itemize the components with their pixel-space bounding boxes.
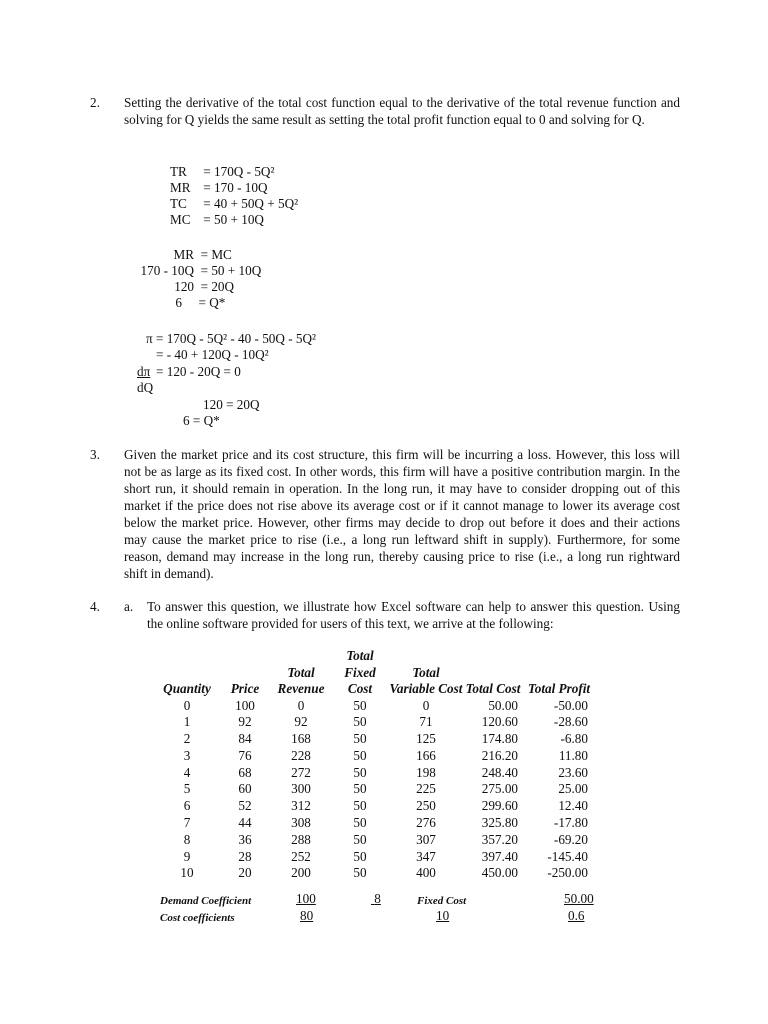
cell-total-fixed-cost: 50 (353, 865, 367, 881)
table-row (154, 698, 596, 715)
table-row (154, 765, 596, 782)
cell-total-profit: 23.60 (558, 764, 588, 780)
cell-total-variable-cost: 250 (416, 798, 436, 814)
def-line: TR = 170Q - 5Q² (170, 164, 275, 179)
cell-total-profit: -6.80 (560, 731, 588, 747)
cell-total-profit: -250.00 (547, 865, 588, 881)
cell-total-cost: 325.80 (481, 815, 518, 831)
cell-total-revenue: 308 (291, 815, 311, 831)
cell-quantity: 6 (183, 798, 191, 814)
cell-total-revenue: 300 (291, 781, 311, 797)
cell-total-variable-cost: 225 (416, 781, 436, 797)
cell-total-fixed-cost: 50 (353, 731, 367, 747)
cell-total-cost: 275.00 (481, 781, 518, 797)
def-line: MR = 170 - 10Q (170, 180, 268, 195)
cell-quantity: 0 (183, 697, 191, 713)
cell-total-cost: 397.40 (481, 848, 518, 864)
header-quantity: Quantity (163, 681, 211, 696)
cell-quantity: 4 (183, 764, 191, 780)
cell-price: 84 (238, 731, 252, 747)
fixed-cost-value: 50.00 (564, 891, 594, 906)
profit-line-5: 6 = Q* (183, 413, 220, 428)
cell-total-fixed-cost: 50 (353, 747, 367, 763)
table-row (154, 748, 596, 765)
header-total-profit: Total Profit (527, 681, 591, 696)
cell-total-variable-cost: 125 (416, 731, 436, 747)
item-4-sub-label: a. (124, 599, 134, 614)
item-number-3: 3. (90, 447, 100, 462)
item-3-text: Given the market price and its cost structure, this firm will be incurring a loss. However, this loss will not be as large as its fixed cost. In other words, this firm will have a positive contribution margin. In the short run, it should remain in operation. In the long run, it may have to consider dropping out of this market if the price does not rise above its average cost or if it cannot manage to lower its average cost below the market price. However, other firms may decide to drop out before it does and their actions may cause the market price to rise (i.e., a long run leftward shift in supply). Furthermore, for some reason, demand may increase in the long run, thereby causing price to rise (i.e., a long run rightward shift in demand). (124, 447, 680, 581)
table-row (154, 832, 596, 849)
cell-total-revenue: 228 (291, 747, 311, 763)
cell-total-variable-cost: 307 (416, 831, 436, 847)
solve-line: MR = MC (173, 247, 232, 262)
cell-total-profit: 25.00 (558, 781, 588, 797)
cell-total-variable-cost: 166 (416, 747, 436, 763)
cell-price: 100 (235, 697, 255, 713)
cell-quantity: 8 (183, 831, 191, 847)
cell-total-fixed-cost: 50 (353, 714, 367, 730)
header-total-fixed-cost: Total Fixed Cost (344, 648, 376, 696)
cell-total-fixed-cost: 50 (353, 798, 367, 814)
cell-total-fixed-cost: 50 (353, 697, 367, 713)
cell-quantity: 2 (183, 731, 191, 747)
def-line: TC = 40 + 50Q + 5Q² (170, 196, 299, 211)
cell-total-cost: 357.20 (481, 831, 518, 847)
header-total-revenue: Total Revenue (277, 664, 325, 696)
cell-total-revenue: 200 (291, 865, 311, 881)
table-body (154, 698, 596, 883)
fixed-cost-label: Fixed Cost (417, 895, 467, 907)
cell-total-revenue: 252 (291, 848, 311, 864)
cell-price: 44 (238, 815, 252, 831)
cell-quantity: 5 (183, 781, 191, 797)
solve-line: 120 = 20Q (174, 279, 235, 294)
table-row (154, 815, 596, 832)
cell-quantity: 1 (183, 714, 191, 730)
cell-total-revenue: 288 (291, 831, 311, 847)
cell-quantity: 10 (180, 865, 194, 881)
derivative-denominator: dQ (137, 380, 154, 395)
cell-total-revenue: 0 (297, 697, 305, 713)
demand-coefficient-value-1: 100 (296, 891, 316, 906)
cell-total-revenue: 312 (291, 798, 311, 814)
cell-total-profit: -69.20 (553, 831, 588, 847)
cell-total-revenue: 92 (294, 714, 308, 730)
table-row (154, 714, 596, 731)
cell-quantity: 9 (183, 848, 191, 864)
cell-total-variable-cost: 347 (416, 848, 436, 864)
item-number-2: 2. (90, 95, 100, 110)
cell-total-variable-cost: 71 (419, 714, 433, 730)
cell-total-fixed-cost: 50 (353, 815, 367, 831)
profit-line-1: π = 170Q - 5Q² - 40 - 50Q - 5Q² (146, 331, 316, 346)
cell-total-fixed-cost: 50 (353, 781, 367, 797)
table-row (154, 849, 596, 866)
def-line: MC = 50 + 10Q (170, 212, 264, 227)
cell-quantity: 3 (183, 747, 191, 763)
cell-total-cost: 299.60 (481, 798, 518, 814)
solve-line: 6 = Q* (175, 295, 226, 310)
cost-coefficient-value-2: 10 (436, 908, 450, 923)
cell-total-profit: -28.60 (553, 714, 588, 730)
cell-total-cost: 174.80 (481, 731, 518, 747)
cost-coefficient-value-3: 0.6 (568, 908, 585, 923)
header-total-cost: Total Cost (465, 681, 521, 696)
cell-total-profit: -17.80 (553, 815, 588, 831)
cell-total-cost: 248.40 (481, 764, 518, 780)
cell-price: 52 (238, 798, 252, 814)
cost-coefficients-label: Cost coefficients (160, 912, 235, 924)
cell-total-variable-cost: 276 (416, 815, 436, 831)
cost-coefficient-value-1: 80 (300, 908, 314, 923)
cell-total-cost: 120.60 (481, 714, 518, 730)
cell-total-cost: 216.20 (481, 747, 518, 763)
profit-line-2: = - 40 + 120Q - 10Q² (156, 347, 269, 362)
cell-price: 20 (238, 865, 252, 881)
table-row (154, 781, 596, 798)
cell-total-revenue: 272 (291, 764, 311, 780)
solve-line: 170 - 10Q = 50 + 10Q (140, 263, 262, 278)
header-total-variable-cost: Total Variable Cost (389, 664, 463, 696)
cell-total-profit: 11.80 (558, 747, 588, 763)
table-header-row (154, 648, 596, 698)
cell-price: 76 (238, 747, 252, 763)
derivative-rhs: = 120 - 20Q = 0 (156, 364, 241, 379)
table-row (154, 731, 596, 748)
cell-total-cost: 450.00 (481, 865, 518, 881)
item-2-text: Setting the derivative of the total cost function equal to the derivative of the total revenue function and solving for Q yields the same result as setting the total profit function equal to 0 and solving for Q. (124, 95, 680, 127)
cell-total-profit: 12.40 (558, 798, 588, 814)
cell-total-variable-cost: 198 (416, 764, 436, 780)
cell-price: 60 (238, 781, 252, 797)
profit-line-4: 120 = 20Q (203, 397, 260, 412)
item-number-4: 4. (90, 599, 100, 614)
cell-price: 92 (238, 714, 252, 730)
cell-total-revenue: 168 (291, 731, 311, 747)
cell-total-fixed-cost: 50 (353, 764, 367, 780)
profit-table (154, 648, 596, 882)
demand-coefficient-value-2: 8 (374, 891, 381, 906)
header-price: Price (230, 681, 260, 696)
cell-total-fixed-cost: 50 (353, 848, 367, 864)
cell-total-profit: -50.00 (553, 697, 588, 713)
demand-coefficient-label: Demand Coefficient (160, 895, 252, 907)
cell-total-variable-cost: 0 (422, 697, 430, 713)
cell-quantity: 7 (183, 815, 191, 831)
derivative-numerator: dπ (137, 364, 151, 379)
table-row (154, 798, 596, 815)
cell-total-profit: -145.40 (547, 848, 588, 864)
cell-price: 28 (238, 848, 252, 864)
cell-price: 68 (238, 764, 252, 780)
cell-total-variable-cost: 400 (416, 865, 436, 881)
cell-total-cost: 50.00 (488, 697, 518, 713)
table-row (154, 865, 596, 882)
cell-price: 36 (238, 831, 252, 847)
item-4-text: To answer this question, we illustrate how Excel software can help to answer this question. Using the online software provided for users of this text, we arrive at the following: (147, 599, 680, 631)
cell-total-fixed-cost: 50 (353, 831, 367, 847)
